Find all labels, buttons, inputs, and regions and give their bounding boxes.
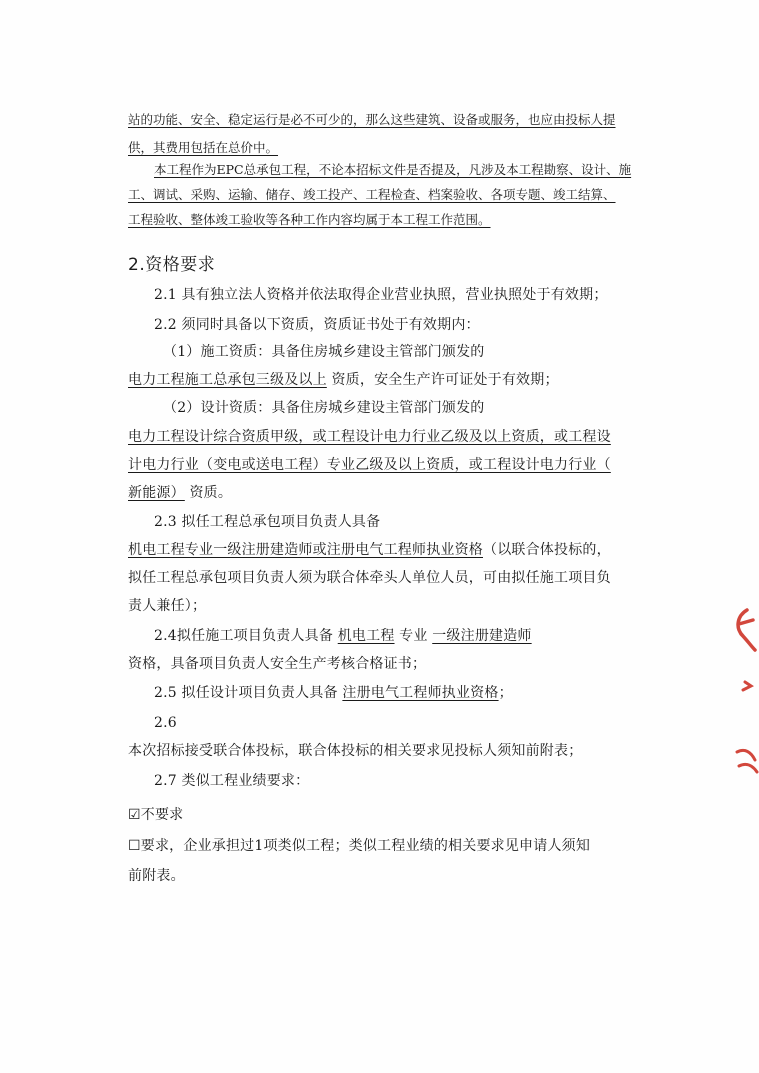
seal-stamp-fragment	[729, 590, 759, 780]
clause-2-6: 2.6	[154, 715, 177, 731]
clause-2-5-certificate: 注册电气工程师执业资格	[342, 685, 499, 701]
clause-2-3-line-2	[128, 540, 611, 560]
clause-2-2: 2.2 须同时具备以下资质，资质证书处于有效期内：	[154, 317, 480, 333]
scope-line-5: 工程验收、整体竣工验收等各种工作内容均属于本工程工作范围。	[128, 212, 491, 227]
design-qualification-line-1: 电力工程设计综合资质甲级，或工程设计电力行业乙级及以上资质，或工程设	[128, 429, 611, 445]
construction-qualification-requirement: 电力工程施工总承包三级及以上	[128, 372, 327, 388]
clause-2-3-line-4: 责人兼任）；	[128, 598, 207, 614]
option-not-required: ☑不要求	[128, 807, 184, 823]
design-qualification-heading: （2）设计资质：具备住房城乡建设主管部门颁发的	[163, 400, 485, 416]
scope-line-3: 本工程作为EPC总承包工程，不论本招标文件是否提及，凡涉及本工程勘察、设计、施	[154, 162, 632, 177]
clause-2-4-certificate: 一级注册建造师	[432, 628, 532, 644]
clause-2-3-line-3: 拟任工程总承包项目负责人须为联合体牵头人单位人员，可由拟任施工项目负	[128, 570, 611, 586]
clause-2-5	[154, 683, 513, 703]
clause-2-4-major: 机电工程	[337, 628, 395, 644]
scope-line-4: 工、调试、采购、运输、储存、竣工投产、工程检查、档案验收、各项专题、竣工结算、	[128, 187, 616, 202]
clause-2-4-mid: 专业	[394, 628, 433, 644]
construction-qualification-line	[128, 370, 559, 390]
clause-2-1: 2.1 具有独立法人资格并依法取得企业营业执照，营业执照处于有效期；	[154, 287, 608, 303]
project-manager-note: （以联合体投标的，	[483, 542, 611, 558]
design-qualification-requirement-end: 新能源）	[128, 485, 185, 501]
clause-2-5-lead: 2.5 拟任设计项目负责人具备	[154, 685, 343, 701]
clause-2-5-end: ；	[498, 685, 513, 701]
clause-2-4	[154, 626, 532, 646]
clause-2-4-lead: 2.4拟任施工项目负责人具备	[154, 628, 338, 644]
clause-2-4-line-2: 资格，具备项目负责人安全生产考核合格证书；	[128, 656, 427, 672]
seal-stamp-strokes	[737, 610, 757, 772]
scope-line-2: 供，其费用包括在总价中。	[128, 140, 279, 155]
construction-qualification-heading: （1）施工资质：具备住房城乡建设主管部门颁发的	[163, 344, 485, 360]
clause-2-6-line-2: 本次招标接受联合体投标，联合体投标的相关要求见投标人须知前附表；	[128, 743, 583, 759]
clause-2-3: 2.3 拟任工程总承包项目负责人具备	[154, 514, 381, 530]
clause-2-7: 2.7 类似工程业绩要求：	[154, 773, 310, 789]
scope-line-1: 站的功能、安全、稳定运行是必不可少的，那么这些建筑、设备或服务，也应由投标人提	[128, 112, 616, 127]
option-required-line-2: 前附表。	[128, 868, 185, 884]
section-title: 2.资格要求	[128, 255, 216, 275]
design-qualification-line-2: 计电力行业（变电或送电工程）专业乙级及以上资质，或工程设计电力行业（	[128, 457, 611, 473]
design-qualification-tail: 资质。	[184, 485, 233, 501]
design-qualification-line-3	[128, 483, 232, 503]
option-required: ☐要求，企业承担过1项类似工程；类似工程业绩的相关要求见申请人须知	[128, 838, 591, 854]
project-manager-requirement: 机电工程专业一级注册建造师或注册电气工程师执业资格	[128, 542, 483, 558]
construction-qualification-tail: 资质，安全生产许可证处于有效期；	[326, 372, 559, 388]
